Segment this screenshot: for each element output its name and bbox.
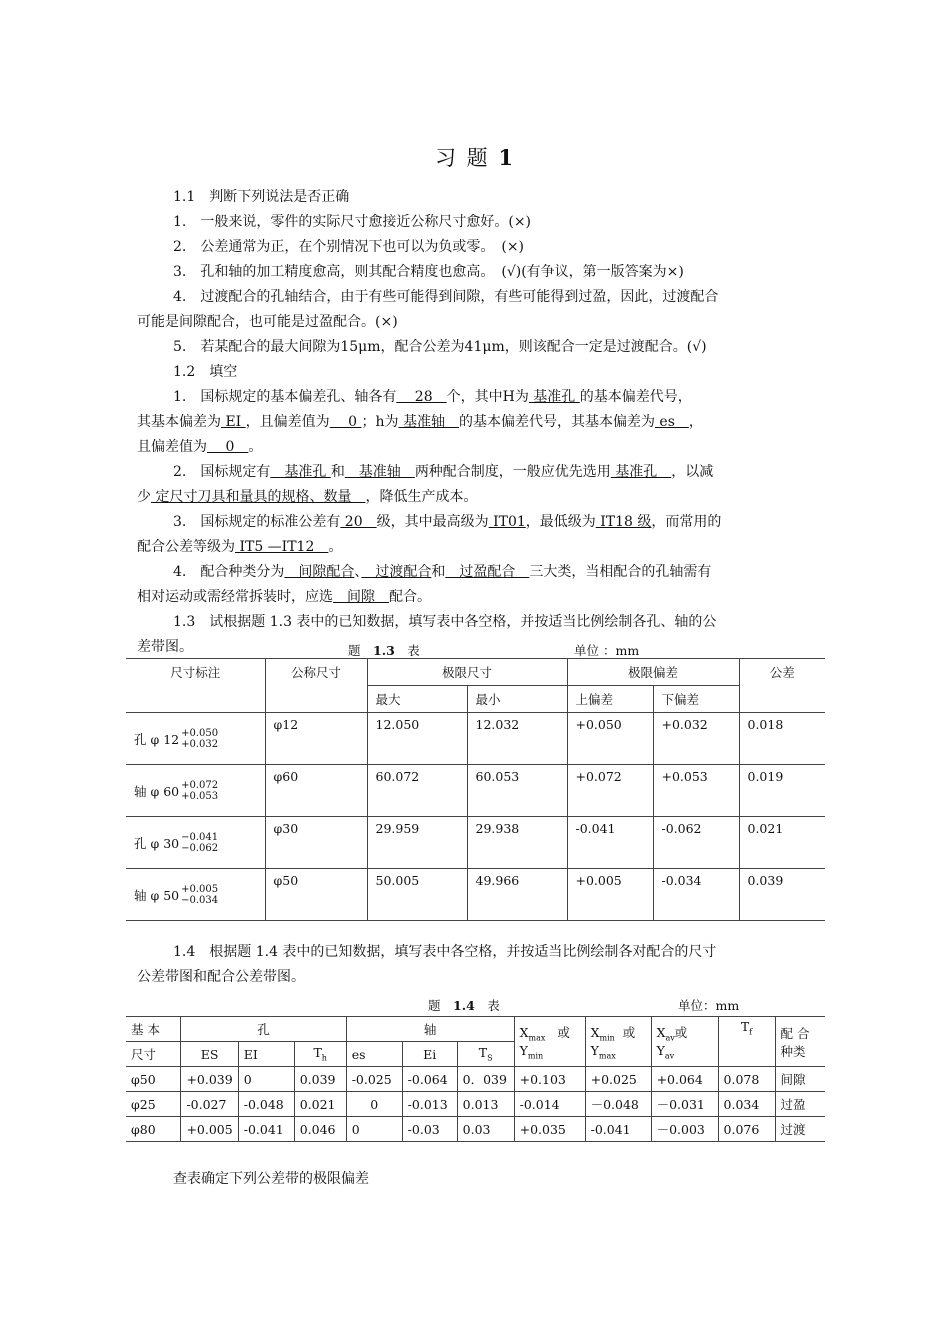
blank: es	[654, 414, 689, 430]
section-1-4-text: 1.4 根据题 1.4 表中的已知数据，填写表中各空格，并按适当比例绘制各对配合的尺寸	[173, 944, 717, 960]
blank: 基准孔	[528, 389, 580, 405]
table-1-4-unit: 单位：mm	[678, 998, 740, 1013]
section-1-2-heading: 1.2 填空	[173, 364, 238, 380]
section-1-1-heading: 1.1 判断下列说法是否正确	[173, 189, 350, 205]
blank: IT18 级	[595, 514, 652, 530]
table-1-4-caption: 题 1.4 表	[428, 998, 500, 1013]
header-tf: $T_f$	[718, 1017, 775, 1067]
question-1-1-1: 1. 一般来说，零件的实际尺寸愈接近公称尺寸愈好。(×)	[173, 214, 532, 230]
blank: 0	[207, 439, 249, 455]
header-tolerance: 公差	[739, 659, 825, 713]
blank: 定尺寸刀具和量具的规格、数量	[151, 489, 366, 505]
section-1-3-text-cont: 差带图。	[137, 639, 193, 655]
blank: 基准孔	[270, 464, 331, 480]
header-xmax-ymin: $X_{max}$ 或 $Y_{min}$	[514, 1017, 585, 1067]
section-1-4-text-cont: 公差带图和配合公差带图。	[137, 969, 305, 985]
fill-4-line-2: 相对运动或需经常拆装时，应选 间隙 配合。	[137, 589, 431, 605]
question-1-1-5: 5. 若某配合的最大间隙为15μm，配合公差为41μm，则该配合一定是过渡配合。(√)	[173, 339, 707, 355]
header-basic-2: 尺寸	[126, 1042, 181, 1067]
header-upper: 上偏差	[567, 686, 653, 713]
blank: 28	[396, 389, 447, 405]
blank: 基准轴	[344, 464, 415, 480]
header-mark: 尺寸标注	[126, 659, 265, 713]
fill-2-line-1: 2. 国标规定有 基准孔 和 基准轴 两种配合制度，一般应优先选用 基准孔 ，以减	[173, 464, 714, 480]
fill-1-line-3: 且偏差值为 0 。	[137, 439, 263, 455]
header-shaft: 轴	[346, 1017, 514, 1042]
table-1-3-unit: 单位 ：mm	[574, 643, 640, 658]
question-1-1-3: 3. 孔和轴的加工精度愈高，则其配合精度也愈高。 (√)(有争议，第一版答案为×)	[173, 264, 684, 280]
fill-3-line-2: 配合公差等级为 IT5 —IT12 。	[137, 539, 343, 555]
section-1-3-text: 1.3 试根据题 1.3 表中的已知数据，填写表中各空格，并按适当比例绘制各孔、轴的公	[173, 614, 717, 630]
blank: 0	[329, 414, 362, 430]
fill-3-line-1: 3. 国标规定的标准公差有 20 级，其中最高级为 IT01，最低级为 IT18 级，而常用的	[173, 514, 722, 530]
table-1-3-caption: 题 1.3 表	[348, 643, 420, 658]
blank: 过渡配合	[361, 564, 432, 580]
table-1-3	[126, 658, 825, 921]
header-lower: 下偏差	[653, 686, 739, 713]
table-row: 轴 φ 60 +0.072 +0.053 φ60 60.072 60.053 +0.072 +0.053 0.019	[126, 765, 825, 817]
fill-1-line-1: 1. 国标规定的基本偏差孔、轴各有 28 个，其中H为 基准孔 的基本偏差代号，	[173, 389, 692, 405]
table-1-4: 基 本 孔 轴 $X_{max}$ 或 $Y_{min}$ $X_{min}$ 或 $Y_{max}$ $X_{av}$或 $Y_{av}$ $T_f$ 配 合 种类 尺寸 ES EI $T_h$ es Ei $T_S$ φ50 +0.039 0 0.039 -0.025 -0.064 0．039 +0.103 +0.025 +0.064 0.078 间隙 φ25 -0.027 -0.048 0.021 0 -0.013 0.013 -0.014 －0.048 －0.031 0.034 过盈 φ80 +0.005 -0.041 0.046 0 -0.03 0.03 +0.035 -0.041 －0.003 0.076 过渡	[126, 1016, 825, 1142]
blank: EI	[221, 414, 246, 430]
fill-1-line-2: 其基本偏差为 EI ，且偏差值为 0 ；h为 基准轴 的基本偏差代号，其基本偏差为 es ，	[137, 414, 703, 430]
header-xmin-ymax: $X_{min}$ 或 $Y_{max}$	[585, 1017, 651, 1067]
header-hole: 孔	[181, 1017, 346, 1042]
fill-4-line-1: 4. 配合种类分为 间隙配合、 过渡配合和 过盈配合 三大类，当相配合的孔轴需有	[173, 564, 712, 580]
table-row: 孔 φ 30 −0.041 −0.062 φ30 29.959 29.938 -0.041 -0.062 0.021	[126, 817, 825, 869]
blank: IT5 —IT12	[235, 539, 329, 555]
blank: 20	[340, 514, 377, 530]
blank: 间隙	[333, 589, 389, 605]
header-nominal: 公称尺寸	[265, 659, 367, 713]
header-limits: 极限尺寸	[367, 659, 567, 686]
table-row: φ50 +0.039 0 0.039 -0.025 -0.064 0．039 +0.103 +0.025 +0.064 0.078 间隙	[126, 1067, 825, 1092]
question-1-1-4-cont: 可能是间隙配合，也可能是过盈配合。(×)	[137, 314, 398, 330]
header-type: 配 合 种类	[775, 1017, 825, 1067]
header-xav-yav: $X_{av}$或 $Y_{av}$	[651, 1017, 718, 1067]
question-1-1-4: 4. 过渡配合的孔轴结合，由于有些可能得到间隙，有些可能得到过盈，因此，过渡配合	[173, 289, 719, 305]
table-row: 孔 φ 12 +0.050 +0.032 φ12 12.050 12.032 +0.050 +0.032 0.018	[126, 713, 825, 765]
header-deviation: 极限偏差	[567, 659, 739, 686]
header-basic: 基 本	[126, 1017, 181, 1042]
fill-2-line-2: 少 定尺寸刀具和量具的规格、数量 ，降低生产成本。	[137, 489, 478, 505]
header-min: 最小	[467, 686, 567, 713]
table-row: φ80 +0.005 -0.041 0.046 0 -0.03 0.03 +0.035 -0.041 －0.003 0.076 过渡	[126, 1117, 825, 1142]
section-1-5-text: 查表确定下列公差带的极限偏差	[173, 1171, 369, 1187]
page-title: 习 题 1	[435, 145, 515, 170]
blank: 基准孔	[610, 464, 672, 480]
table-row: φ25 -0.027 -0.048 0.021 0 -0.013 0.013 -0.014 －0.048 －0.031 0.034 过盈	[126, 1092, 825, 1117]
question-1-1-2: 2. 公差通常为正，在个别情况下也可以为负或零。 (×)	[173, 239, 525, 255]
header-max: 最大	[367, 686, 467, 713]
blank: 间隙配合	[284, 564, 355, 580]
blank: 过盈配合	[445, 564, 530, 580]
blank: IT01	[488, 514, 526, 530]
blank: 基准轴	[398, 414, 459, 430]
table-row: 轴 φ 50 +0.005 −0.034 φ50 50.005 49.966 +0.005 -0.034 0.039	[126, 869, 825, 921]
